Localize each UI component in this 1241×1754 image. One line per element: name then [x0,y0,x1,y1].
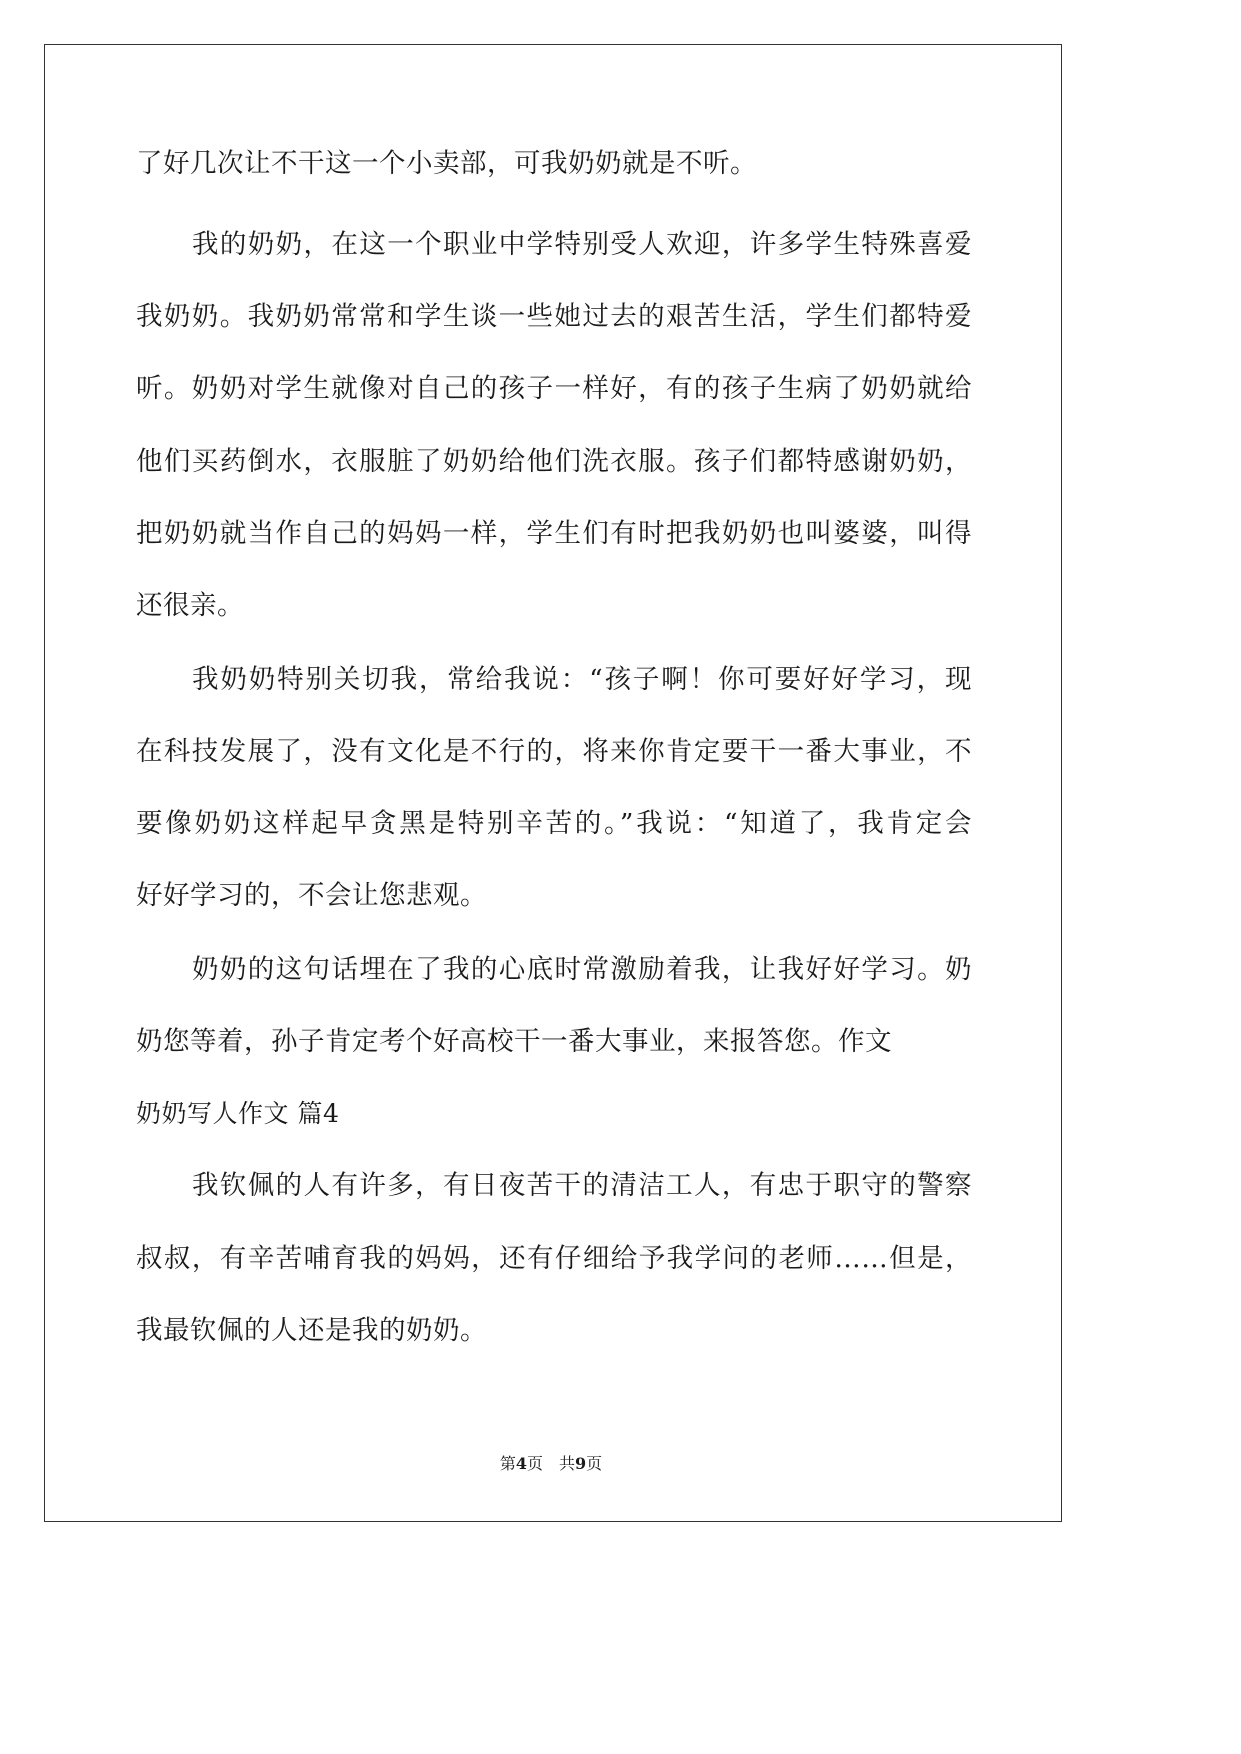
page-label-prefix: 第 [499,1454,516,1473]
total-label-prefix: 共 [559,1454,576,1473]
paragraph-line: 叔叔，有辛苦哺育我的妈妈，还有仔细给予我学问的老师……但是， [136,1243,972,1274]
total-label-suffix: 页 [586,1454,603,1473]
page-footer [0,1453,1102,1475]
page-border [44,44,1062,1522]
page-label-suffix: 页 [526,1454,543,1473]
paragraph-line: 听。奶奶对学生就像对自己的孩子一样好，有的孩子生病了奶奶就给 [136,373,972,404]
paragraph-line: 还很亲。 [136,590,244,621]
section-heading: 奶奶写人作文 篇4 [136,1099,340,1128]
paragraph-line: 了好几次让不干这一个小卖部，可我奶奶就是不听。 [136,148,757,179]
paragraph-line: 要像奶奶这样起早贪黑是特别辛苦的。”我说：“知道了，我肯定会 [136,808,972,839]
paragraph-line: 我钦佩的人有许多，有日夜苦干的清洁工人，有忠于职守的警察 [192,1170,972,1201]
paragraph-line: 奶您等着，孙子肯定考个好高校干一番大事业，来报答您。作文 [136,1026,892,1057]
paragraph-line: 好好学习的，不会让您悲观。 [136,880,487,911]
paragraph-line: 奶奶的这句话埋在了我的心底时常激励着我，让我好好学习。奶 [192,954,972,985]
paragraph-line: 我奶奶特别关切我，常给我说：“孩子啊！你可要好好学习，现 [192,664,972,695]
paragraph-line: 我的奶奶，在这一个职业中学特别受人欢迎，许多学生特殊喜爱 [192,229,972,260]
paragraph-line: 我最钦佩的人还是我的奶奶。 [136,1315,487,1346]
paragraph-line: 他们买药倒水，衣服脏了奶奶给他们洗衣服。孩子们都特感谢奶奶， [136,446,972,477]
page-number-current: 4 [515,1454,527,1473]
paragraph-line: 把奶奶就当作自己的妈妈一样，学生们有时把我奶奶也叫婆婆，叫得 [136,518,972,549]
page-number-total: 9 [575,1454,587,1473]
paragraph-line: 在科技发展了，没有文化是不行的，将来你肯定要干一番大事业，不 [136,736,972,767]
paragraph-line: 我奶奶。我奶奶常常和学生谈一些她过去的艰苦生活，学生们都特爱 [136,301,972,332]
